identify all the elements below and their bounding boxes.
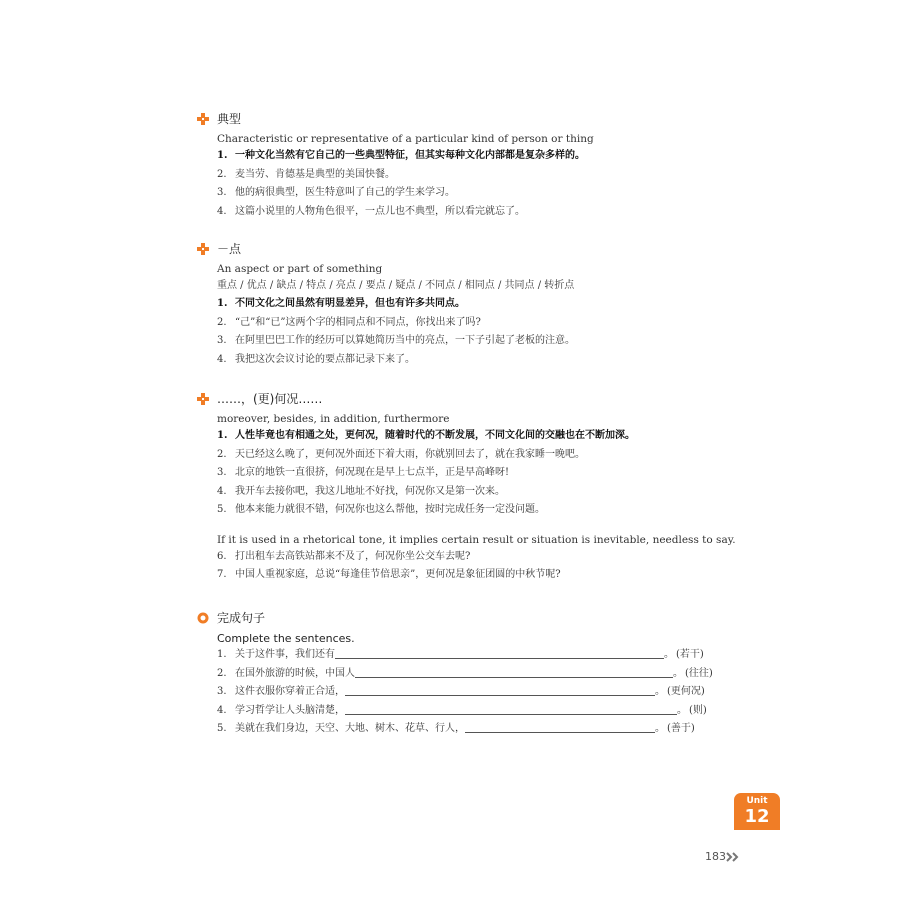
orange-cross-bullet-icon: [197, 243, 209, 255]
exercise-instruction: Complete the sentences.: [217, 632, 355, 645]
section-dianxing: [197, 110, 737, 221]
unit-number: 12: [744, 806, 770, 827]
orange-cross-bullet-icon: [197, 113, 209, 125]
section-title: ……，(更)何况……: [217, 392, 323, 406]
unit-label: Unit: [746, 796, 768, 806]
exercise-item: 1. 关于这件事，我们还有 。 (若干): [217, 646, 737, 665]
example-item: 2. 天已经这么晚了，更何况外面还下着大雨，你就别回去了，就在我家睡一晚吧。: [217, 448, 585, 460]
exercise-title: 完成句子: [217, 611, 266, 625]
section-hekuang: [197, 390, 737, 585]
example-item: 4. 我把这次会议讨论的要点都记录下来了。: [217, 353, 415, 365]
exercise-section: [197, 609, 737, 739]
usage-note: If it is used in a rhetorical tone, it implies certain result or situation is inevitable, needless to say.: [217, 533, 736, 546]
answer-blank[interactable]: [335, 646, 664, 659]
unit-tab: [734, 793, 780, 830]
section-header: [197, 390, 737, 410]
example-item: 1. 不同文化之间虽然有明显差异，但也有许多共同点。: [217, 298, 465, 309]
example-item: 7. 中国人重视家庭，总说“每逢佳节倍思亲”，更何况是象征团圆的中秋节呢?: [217, 569, 561, 580]
example-item: 2. 麦当劳、肯德基是典型的美国快餐。: [217, 168, 395, 180]
example-item: 4. 我开车去接你吧，我这儿地址不好找，何况你又是第一次来。: [217, 485, 505, 497]
section-header: [197, 110, 737, 130]
answer-blank[interactable]: [345, 702, 677, 715]
word-list: 重点 / 优点 / 缺点 / 特点 / 亮点 / 要点 / 疑点 / 不同点 / 相同点 / 共同点 / 转折点: [217, 280, 575, 291]
example-item: 3. 在阿里巴巴工作的经历可以算她简历当中的亮点，一下子引起了老板的注意。: [217, 335, 575, 346]
orange-gear-bullet-icon: [197, 612, 209, 624]
section-header: [197, 240, 737, 260]
answer-blank[interactable]: [355, 665, 673, 678]
exercise-item: 3. 这件衣服你穿着正合适， 。 (更何况): [217, 683, 737, 702]
exercise-item: 5. 美就在我们身边，天空、大地、树木、花草、行人， 。 (善于): [217, 720, 737, 739]
section-header: [197, 609, 737, 629]
definition: An aspect or part of something: [217, 263, 383, 275]
example-item: 6. 打出租车去高铁站都来不及了，何况你坐公交车去呢?: [217, 550, 471, 562]
orange-cross-bullet-icon: [197, 393, 209, 405]
exercise-item: 2. 在国外旅游的时候，中国人 。 (往往): [217, 665, 737, 684]
example-item: 2. “己”和“已”这两个字的相同点和不同点，你找出来了吗?: [217, 316, 481, 328]
example-item: 5. 他本来能力就很不错，何况你也这么帮他，按时完成任务一定没问题。: [217, 504, 545, 515]
example-item: 4. 这篇小说里的人物角色很平，一点儿也不典型，所以看完就忘了。: [217, 205, 525, 217]
example-item: 1. 人性毕竟也有相通之处，更何况，随着时代的不断发展，不同文化间的交融也在不断加深。: [217, 430, 635, 441]
answer-blank[interactable]: [465, 720, 655, 733]
example-item: 3. 北京的地铁一直很挤，何况现在是早上七点半，正是早高峰呀!: [217, 467, 510, 478]
answer-blank[interactable]: [345, 683, 655, 696]
example-item: 3. 他的病很典型，医生特意叫了自己的学生来学习。: [217, 187, 455, 198]
exercise-item: 4. 学习哲学让人头脑清楚， 。 (则): [217, 702, 737, 721]
section-title: －点: [217, 242, 242, 256]
section-dian: [197, 240, 737, 369]
example-item: 1. 一种文化当然有它自己的一些典型特征，但其实每种文化内部都是复杂多样的。: [217, 150, 585, 161]
double-chevron-right-icon: [726, 852, 740, 862]
page-number: 183: [705, 850, 726, 863]
definition: Characteristic or representative of a particular kind of person or thing: [217, 133, 594, 145]
definition: moreover, besides, in addition, furthermore: [217, 413, 450, 425]
section-title: 典型: [217, 112, 242, 126]
